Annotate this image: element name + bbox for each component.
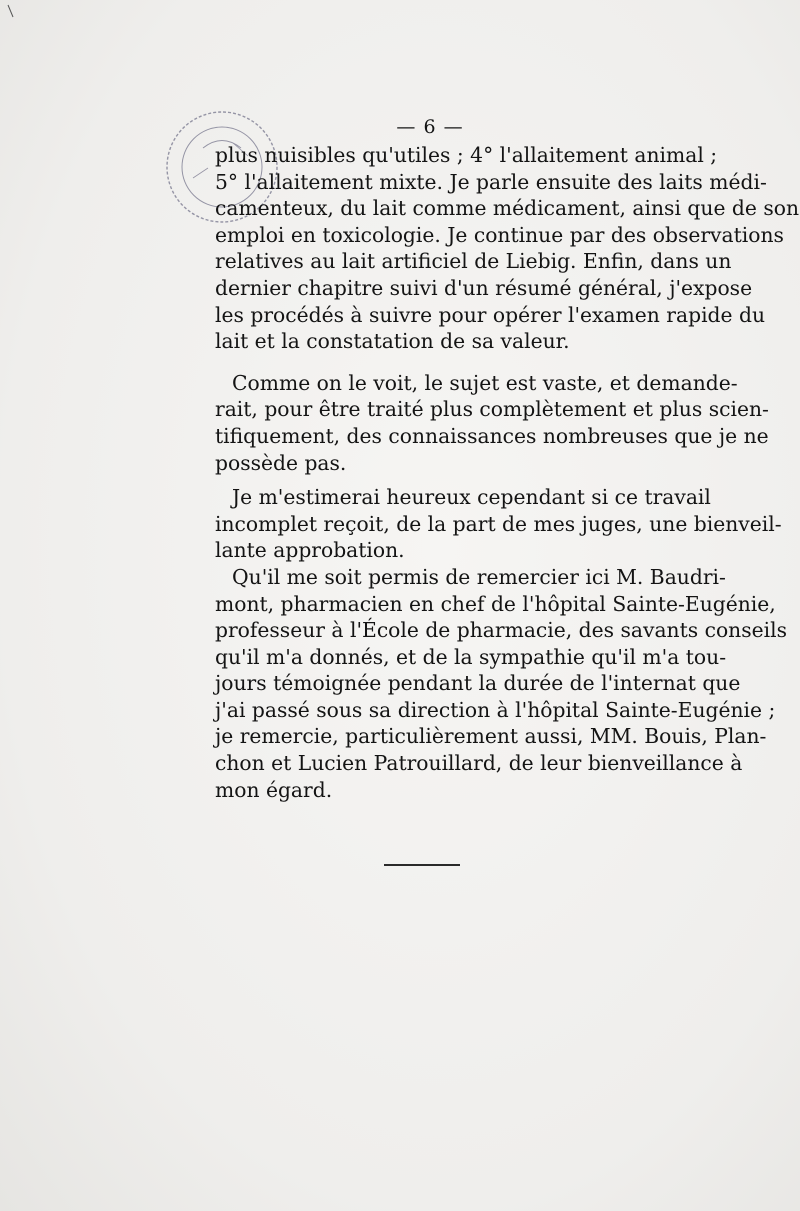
text-line: qu'il m'a donnés, et de la sympathie qu'il m'a tou- xyxy=(215,644,727,669)
page-number: — 6 — xyxy=(396,116,464,138)
text-line: possède pas. xyxy=(215,450,347,475)
text-line: Je m'estimerai heureux cependant si ce travail xyxy=(232,485,711,510)
text-line: plus nuisibles qu'utiles ; 4° l'allaitement animal ; xyxy=(215,143,718,167)
text-line: chon et Lucien Patrouillard, de leur bienveillance à xyxy=(215,751,743,776)
text-line: les procédés à suivre pour opérer l'examen rapide du xyxy=(215,302,766,327)
text-line: lante approbation. xyxy=(215,538,405,563)
text-line: mont, pharmacien en chef de l'hôpital Sainte-Eugénie, xyxy=(215,591,776,616)
text-line: incomplet reçoit, de la part de mes juges, une bienveil- xyxy=(215,511,782,536)
text-line: 5° l'allaitement mixte. Je parle ensuite des laits médi- xyxy=(215,169,767,194)
paragraph xyxy=(215,370,769,476)
paragraph xyxy=(215,484,782,564)
text-line: dernier chapitre suivi d'un résumé général, j'expose xyxy=(215,275,753,300)
text-line: camenteux, du lait comme médicament, ainsi que de son xyxy=(215,196,800,221)
text-line: je remercie, particulièrement aussi, MM. Bouis, Plan- xyxy=(215,724,767,749)
text-line: lait et la constatation de sa valeur. xyxy=(215,329,570,354)
text-line: rait, pour être traité plus complètement et plus scien- xyxy=(215,397,769,422)
body-text xyxy=(215,142,800,803)
section-rule xyxy=(384,864,460,866)
text-line: tifiquement, des connaissances nombreuses que je ne xyxy=(215,423,769,448)
text-line: relatives au lait artificiel de Liebig. Enfin, dans un xyxy=(215,249,732,274)
text-line: emploi en toxicologie. Je continue par des observations xyxy=(215,222,784,247)
text-line: jours témoignée pendant la durée de l'internat que xyxy=(215,671,741,696)
text-line: mon égard. xyxy=(215,777,333,802)
text-line: Comme on le voit, le sujet est vaste, et demande- xyxy=(232,370,738,395)
paragraph xyxy=(215,142,800,355)
text-line: j'ai passé sous sa direction à l'hôpital Sainte-Eugénie ; xyxy=(215,697,776,722)
text-line: professeur à l'École de pharmacie, des savants conseils xyxy=(215,618,788,643)
corner-mark-icon xyxy=(6,4,16,18)
text-line: Qu'il me soit permis de remercier ici M. Baudri- xyxy=(232,564,726,589)
paragraph xyxy=(215,564,788,803)
